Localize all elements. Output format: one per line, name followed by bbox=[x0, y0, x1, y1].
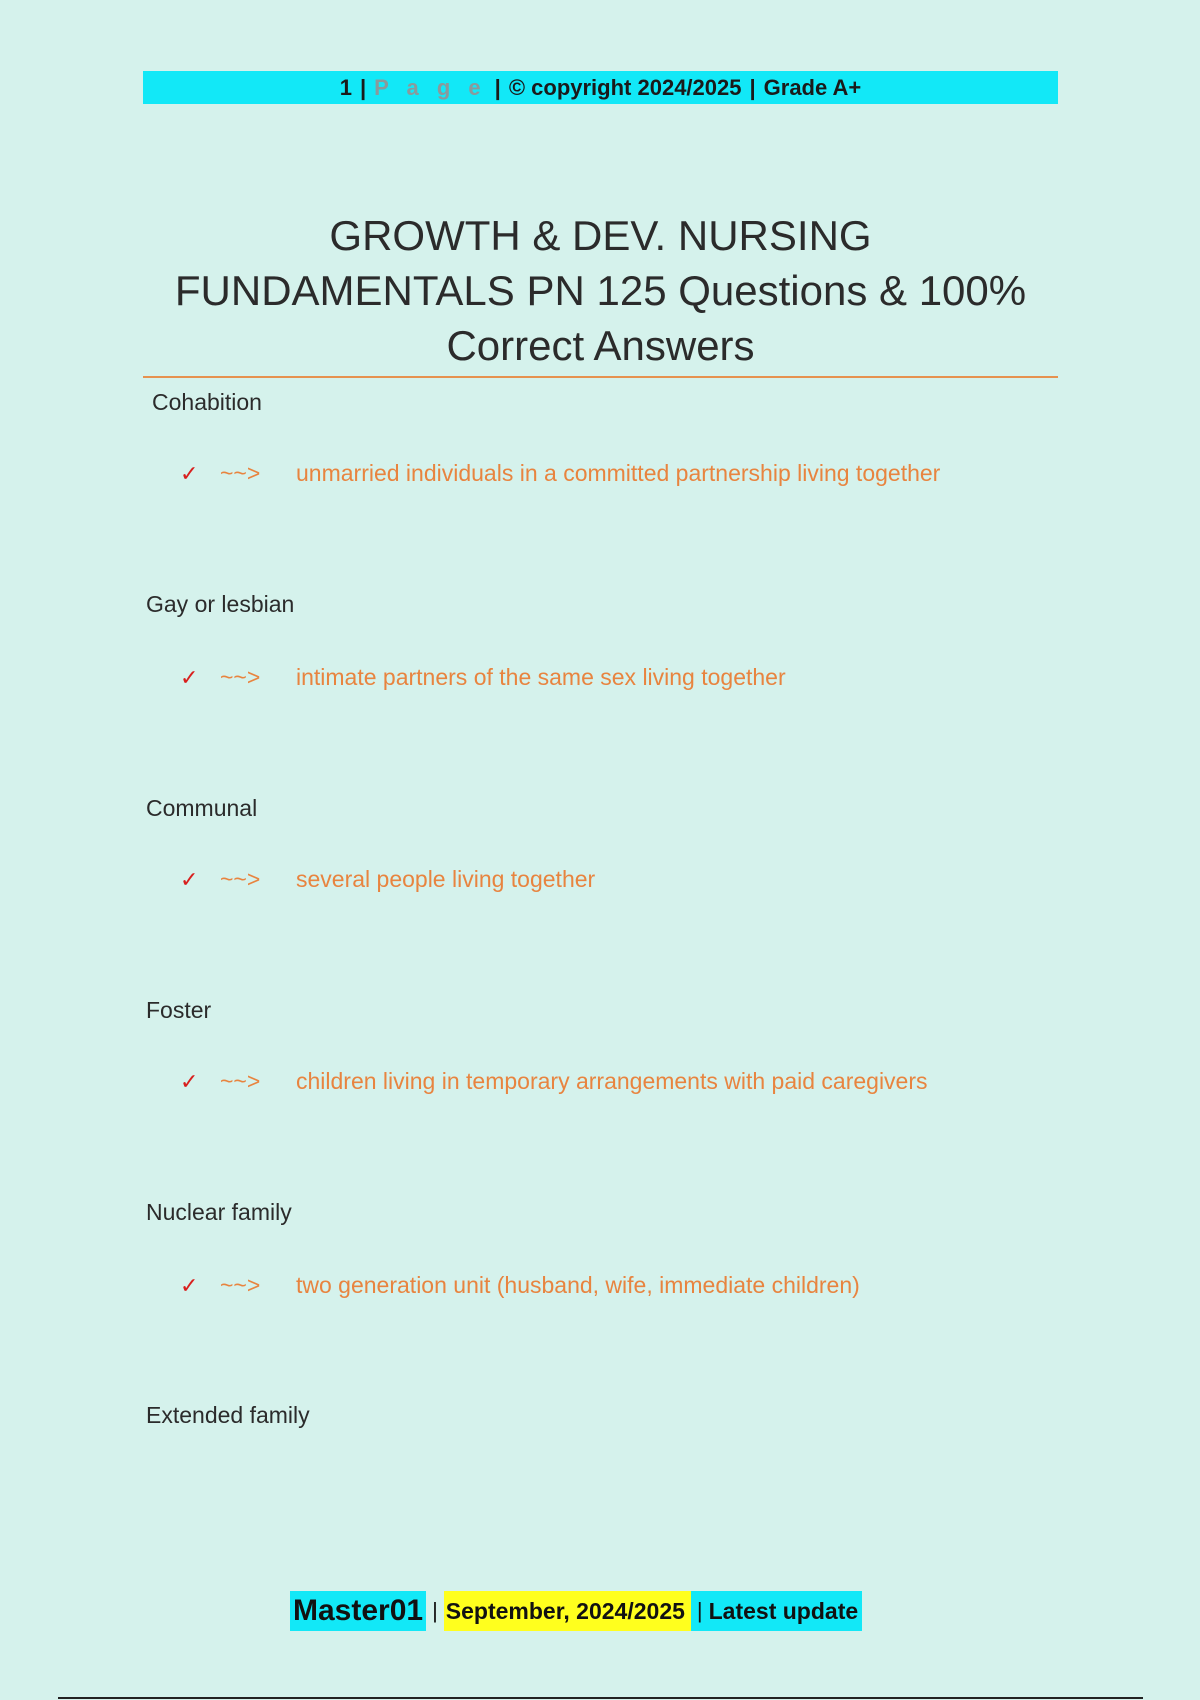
term-foster: Foster bbox=[146, 997, 212, 1023]
title-divider bbox=[143, 376, 1058, 378]
check-icon: ✓ bbox=[180, 1272, 199, 1298]
check-icon: ✓ bbox=[180, 460, 199, 486]
update-label: Latest update bbox=[709, 1591, 863, 1631]
title-line-2: FUNDAMENTALS PN 125 Questions & 100% bbox=[174, 267, 1027, 314]
answer-row bbox=[180, 460, 940, 487]
header-separator: | bbox=[494, 74, 501, 100]
answer-row bbox=[180, 1068, 928, 1095]
page-label: P a g e bbox=[374, 74, 487, 100]
header-separator: | bbox=[749, 74, 756, 100]
page-footer bbox=[290, 1591, 862, 1631]
title-line-1: GROWTH & DEV. NURSING bbox=[329, 212, 872, 259]
document-title bbox=[143, 208, 1058, 373]
answer-text: several people living together bbox=[296, 866, 596, 892]
term-gay-or-lesbian: Gay or lesbian bbox=[146, 591, 295, 617]
answer-text: intimate partners of the same sex living together bbox=[296, 664, 786, 690]
arrow-marker: ~~> bbox=[220, 866, 261, 892]
author-name: Master01 bbox=[290, 1591, 426, 1631]
footer-separator: | bbox=[432, 1598, 438, 1623]
page-number: 1 bbox=[339, 74, 352, 100]
arrow-marker: ~~> bbox=[220, 1068, 261, 1094]
answer-text: children living in temporary arrangements with paid caregivers bbox=[296, 1068, 928, 1094]
check-icon: ✓ bbox=[180, 664, 199, 690]
footer-date: September, 2024/2025 bbox=[444, 1591, 691, 1631]
answer-row bbox=[180, 664, 786, 691]
answer-row bbox=[180, 1272, 860, 1299]
arrow-marker: ~~> bbox=[220, 1272, 261, 1298]
header-separator: | bbox=[359, 74, 367, 100]
check-icon: ✓ bbox=[180, 1068, 199, 1094]
answer-text: unmarried individuals in a committed partnership living together bbox=[296, 460, 941, 486]
bottom-divider bbox=[58, 1697, 1143, 1699]
answer-text: two generation unit (husband, wife, immediate children) bbox=[296, 1272, 860, 1298]
grade-text: Grade A+ bbox=[763, 74, 862, 100]
title-line-3: Correct Answers bbox=[446, 322, 755, 369]
copyright-text: © copyright 2024/2025 bbox=[508, 74, 742, 100]
term-nuclear-family: Nuclear family bbox=[146, 1199, 292, 1225]
check-icon: ✓ bbox=[180, 866, 199, 892]
term-communal: Communal bbox=[146, 795, 258, 821]
answer-row bbox=[180, 866, 595, 893]
page-header bbox=[143, 71, 1058, 104]
arrow-marker: ~~> bbox=[220, 460, 261, 486]
footer-separator: | bbox=[691, 1591, 709, 1631]
term-cohabition: Cohabition bbox=[152, 389, 262, 415]
term-extended-family: Extended family bbox=[146, 1402, 310, 1428]
arrow-marker: ~~> bbox=[220, 664, 261, 690]
